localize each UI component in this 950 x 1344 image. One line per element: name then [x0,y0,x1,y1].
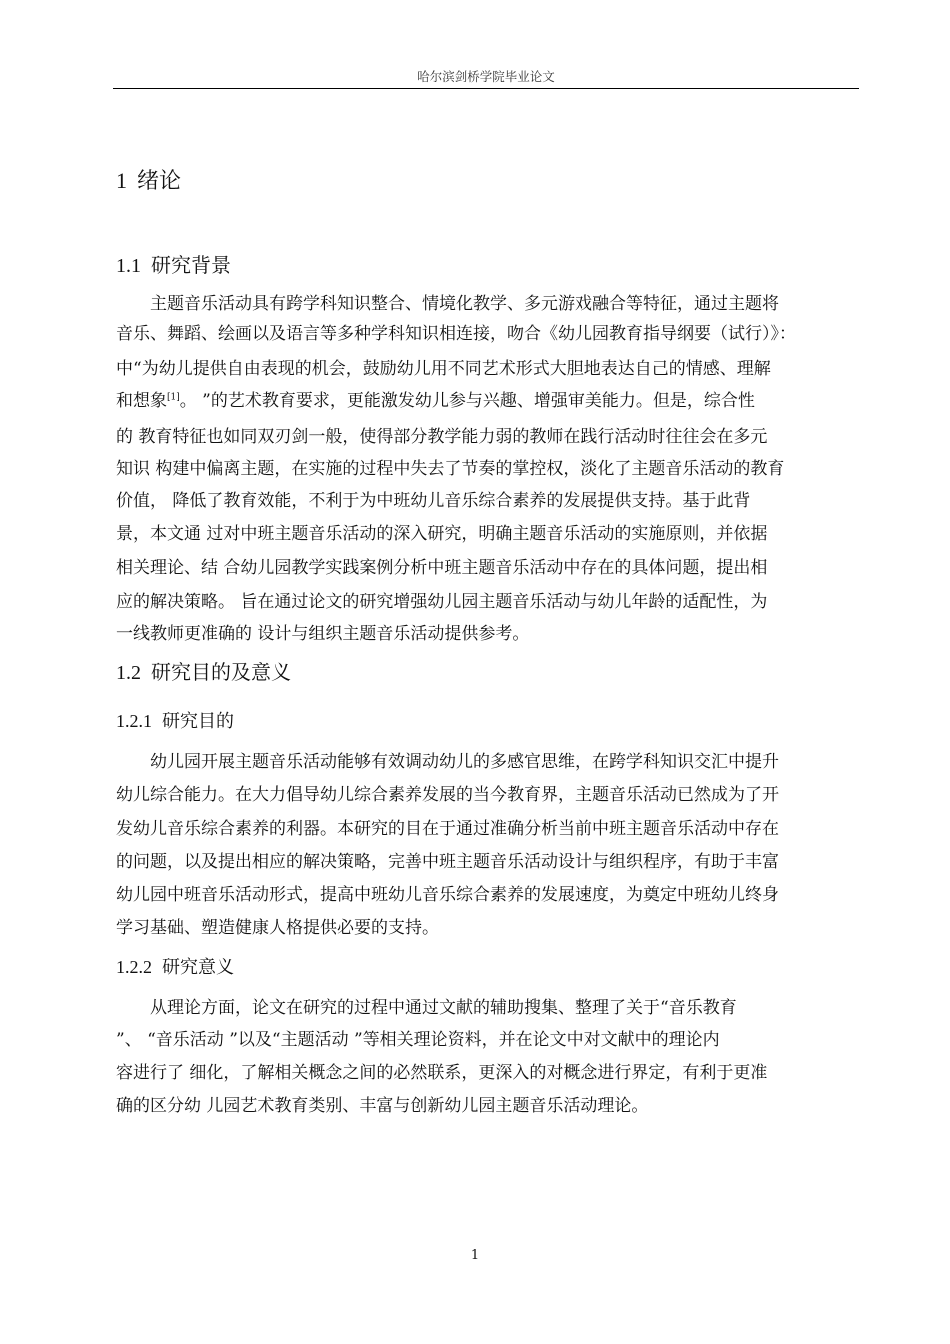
paragraph-line: 容进行了 细化，了解相关概念之间的必然联系，更深入的对概念进行界定，有利于更准 [116,1063,768,1083]
chapter-heading [116,164,181,195]
line-text: 和想象 [116,391,167,411]
paragraph-line: 中“为幼儿提供自由表现的机会，鼓励幼儿用不同艺术形式大胆地表达自己的情感、理解 [116,359,771,379]
paragraph-line: 确的区分幼 儿园艺术教育类别、丰富与创新幼儿园主题音乐活动理论。 [116,1096,649,1116]
paragraph-line: 幼儿综合能力。在大力倡导幼儿综合素养发展的当今教育界，主题音乐活动已然成为了开 [116,785,779,805]
subsection-title: 研究目的 [162,711,234,732]
paragraph-line: 从理论方面，论文在研究的过程中通过文献的辅助搜集、整理了关于“音乐教育 [150,998,737,1018]
paragraph-line: 一线教师更准确的 设计与组织主题音乐活动提供参考。 [116,624,530,644]
page-number: 1 [470,1248,480,1263]
section-title: 研究目的及意义 [151,660,291,684]
paragraph-line: 主题音乐活动具有跨学科知识整合、情境化教学、多元游戏融合等特征，通过主题将 [150,294,779,314]
paragraph-line: 的 教育特征也如同双刃剑一般，使得部分教学能力弱的教师在践行活动时往往会在多元 [116,427,768,447]
paragraph-line: 应的解决策略。 旨在通过论文的研究增强幼儿园主题音乐活动与幼儿年龄的适配性，为 [116,592,768,612]
line-text: 。 ”的艺术教育要求，更能激发幼儿参与兴趣、增强审美能力。但是，综合性 [179,391,755,411]
subsection-number: 1.2.1 [116,711,152,731]
chapter-number: 1 [116,168,127,193]
subsection-number: 1.2.2 [116,957,152,977]
chapter-title: 绪论 [137,169,182,194]
section-heading [116,656,291,685]
paragraph-line: 发幼儿音乐综合素养的利器。本研究的目在于通过准确分析当前中班主题音乐活动中存在 [116,819,779,839]
subsection-heading [116,953,234,979]
paragraph-line: 学习基础、塑造健康人格提供必要的支持。 [116,918,439,938]
section-number: 1.1 [116,255,141,277]
paragraph-line: 音乐、舞蹈、绘画以及语言等多种学科知识相连接，吻合《幼儿园教育指导纲要（试行）》： [116,324,796,344]
running-header: 哈尔滨剑桥学院毕业论文 [417,69,555,84]
header-rule [113,88,859,89]
paragraph-line: 相关理论、结 合幼儿园教学实践案例分析中班主题音乐活动中存在的具体问题，提出相 [116,558,768,578]
section-title: 研究背景 [151,253,231,277]
paragraph-line [116,386,755,416]
section-heading [116,249,231,278]
subsection-title: 研究意义 [162,957,234,978]
citation-reference[interactable]: [1] [167,392,180,403]
paragraph-line: 的问题，以及提出相应的解决策略，完善中班主题音乐活动设计与组织程序，有助于丰富 [116,852,779,872]
paragraph-line: ”、 “音乐活动 ”以及“主题活动 ”等相关理论资料，并在论文中对文献中的理论内 [116,1030,720,1050]
paragraph-line: 知识 构建中偏离主题，在实施的过程中失去了节奏的掌控权，淡化了主题音乐活动的教育 [116,459,785,479]
paragraph-line: 幼儿园中班音乐活动形式，提高中班幼儿音乐综合素养的发展速度，为奠定中班幼儿终身 [116,885,779,905]
section-number: 1.2 [116,662,141,684]
paragraph-line: 幼儿园开展主题音乐活动能够有效调动幼儿的多感官思维，在跨学科知识交汇中提升 [150,752,779,772]
subsection-heading [116,707,234,733]
paragraph-line: 景，本文通 过对中班主题音乐活动的深入研究，明确主题音乐活动的实施原则，并依据 [116,524,768,544]
paragraph-line: 价值， 降低了教育效能，不利于为中班幼儿音乐综合素养的发展提供支持。基于此背 [116,491,751,511]
